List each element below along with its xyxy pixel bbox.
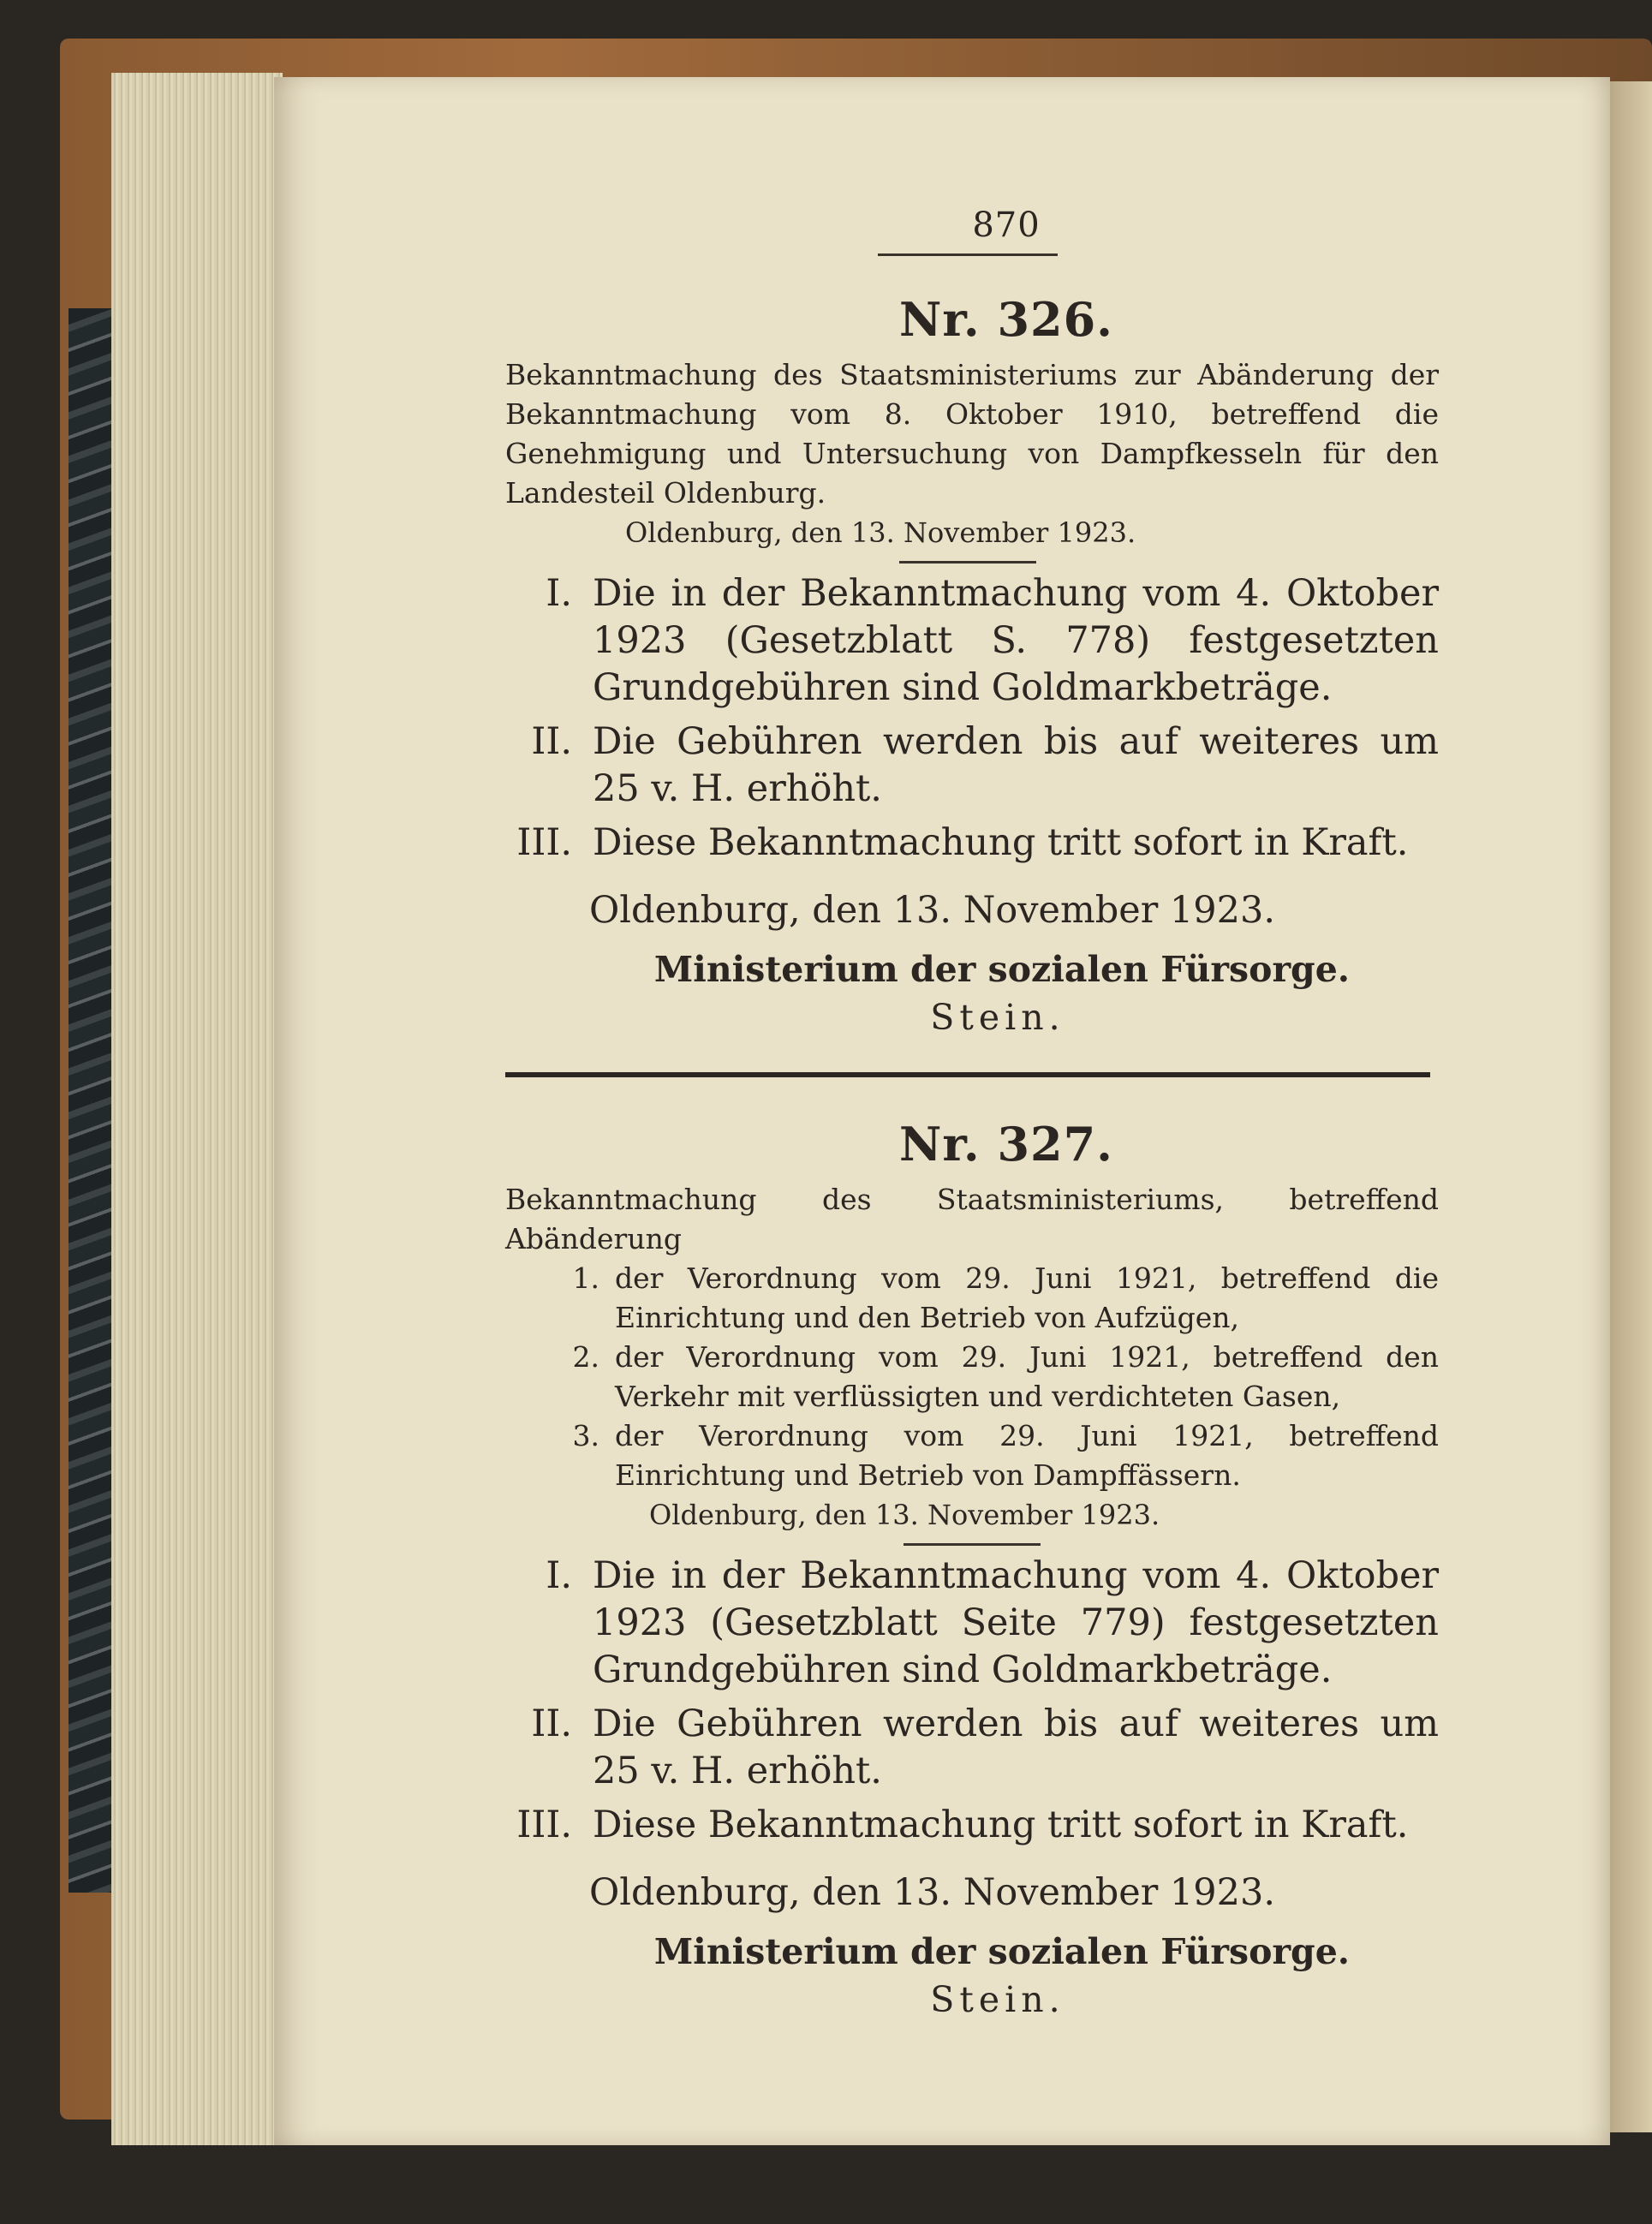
list-number: 2. (572, 1340, 599, 1374)
section-326 (505, 292, 1439, 1038)
article-number: I. (546, 1554, 572, 1597)
section-number: Nr. 327. (899, 1117, 1113, 1172)
closing-date: Oldenburg, den 13. November 1923. (589, 889, 1276, 932)
list-item (505, 1259, 1439, 1338)
ministry-name: Ministerium der sozialen Fürsorge. (653, 949, 1351, 990)
article-text: Diese Bekanntmachung tritt sofort in Kraft. (593, 821, 1409, 864)
page-number: 870 (972, 206, 1041, 245)
section-dateline: Oldenburg, den 13. November 1923. (649, 1499, 1160, 1531)
article-number: III. (516, 1804, 572, 1846)
list-number: 3. (572, 1419, 599, 1452)
list-text: der Verordnung vom 29. Juni 1921, betreffend den Verkehr mit verflüssigten und verdichteten Gasen, (615, 1340, 1439, 1413)
article-item (505, 1553, 1439, 1694)
heading-rule (899, 561, 1036, 563)
article-item (505, 820, 1439, 867)
signature: Stein. (930, 1979, 1065, 2020)
section-heading: Bekanntmachung des Staatsministeriums, betreffend Abänderung (505, 1183, 1439, 1255)
section-dateline: Oldenburg, den 13. November 1923. (625, 516, 1136, 549)
article-number: II. (531, 1702, 572, 1745)
signature: Stein. (930, 997, 1065, 1038)
article-text: Die Gebühren werden bis auf weiteres um 25 v. H. erhöht. (593, 1702, 1439, 1792)
section-number: Nr. 326. (899, 292, 1113, 347)
heading-rule (904, 1543, 1041, 1546)
article-text: Diese Bekanntmachung tritt sofort in Kraft. (593, 1804, 1409, 1846)
facing-page-edge (1610, 81, 1652, 2132)
page-content (505, 206, 1439, 2020)
page-number-rule (878, 253, 1058, 256)
article-number: III. (516, 821, 572, 864)
list-item (505, 1416, 1439, 1495)
page-edges (111, 73, 283, 2145)
article-number: II. (531, 720, 572, 763)
closing-date: Oldenburg, den 13. November 1923. (589, 1871, 1276, 1914)
list-item (505, 1338, 1439, 1416)
article-item (505, 1802, 1439, 1849)
article-number: I. (546, 572, 572, 615)
article-text: Die in der Bekanntmachung vom 4. Oktober 1923 (Gesetzblatt Seite 779) festgesetzten Grundgebühren sind Goldmarkbeträge. (593, 1554, 1439, 1691)
article-item (505, 718, 1439, 813)
section-heading-text: Bekanntmachung des Staatsministeriums zur Abänderung der Bekanntmachung vom 8. Oktober 1910, betreffend die Genehmigung und Untersuchung von Dampfkesseln für den Landesteil Oldenburg. (505, 358, 1439, 510)
section-divider (505, 1072, 1430, 1077)
article-text: Die Gebühren werden bis auf weiteres um 25 v. H. erhöht. (593, 720, 1439, 810)
section-327 (505, 1117, 1439, 2020)
article-text: Die in der Bekanntmachung vom 4. Oktober 1923 (Gesetzblatt S. 778) festgesetzten Grundgebühren sind Goldmarkbeträge. (593, 572, 1439, 709)
list-text: der Verordnung vom 29. Juni 1921, betreffend Einrichtung und Betrieb von Dampffässern. (615, 1419, 1439, 1492)
list-text: der Verordnung vom 29. Juni 1921, betreffend die Einrichtung und den Betrieb von Aufzügen, (615, 1261, 1439, 1334)
section-heading (505, 355, 1439, 513)
article-item (505, 1701, 1439, 1795)
ministry-name: Ministerium der sozialen Fürsorge. (653, 1931, 1351, 1972)
list-number: 1. (572, 1261, 599, 1295)
article-item (505, 570, 1439, 712)
